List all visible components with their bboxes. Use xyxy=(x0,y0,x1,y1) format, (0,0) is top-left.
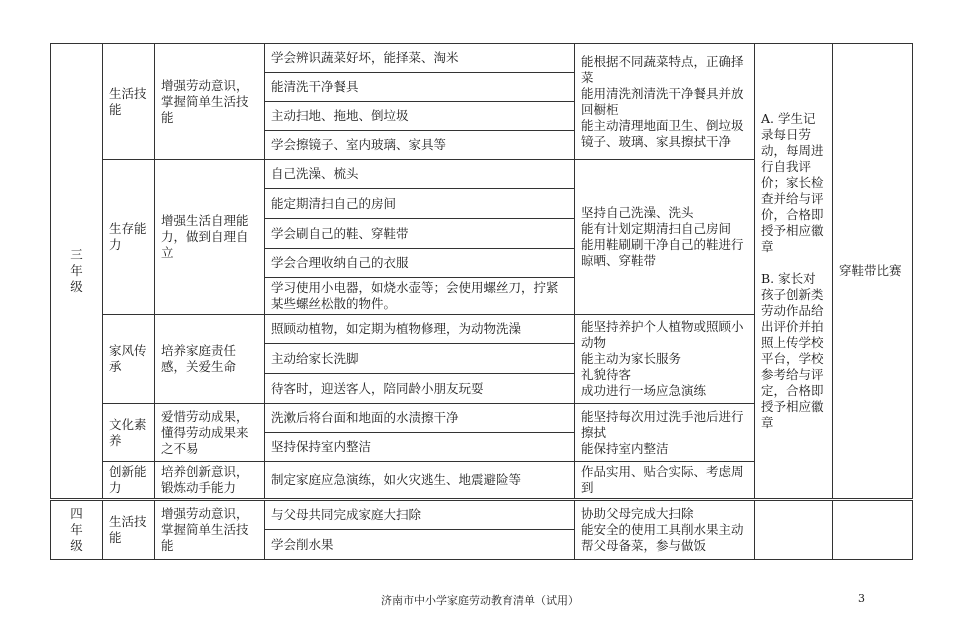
category-life-skills: 生活技能 xyxy=(103,44,155,160)
activity-cell: 穿鞋带比赛 xyxy=(833,44,913,500)
goal-life-skills-g4: 增强劳动意识，掌握简单生活技能 xyxy=(155,500,265,560)
goal-life-skills: 增强劳动意识，掌握简单生活技能 xyxy=(155,44,265,160)
activity-cell-g4 xyxy=(833,500,913,560)
standard-survival: 坚持自己洗澡、洗头 能有计划定期清扫自己房间 能用鞋刷刷干净自己的鞋进行晾晒、穿鞋带 xyxy=(575,160,755,315)
table-row xyxy=(51,500,913,530)
standard-life-skills: 能根据不同蔬菜特点，正确择菜 能用清洗剂清洗干净餐具并放回橱柜 能主动清理地面卫生、倒垃圾镜子、玻璃、家具擦拭干净 xyxy=(575,44,755,160)
category-family-tradition: 家风传承 xyxy=(103,315,155,404)
task-cell: 照顾动植物，如定期为植物修理，为动物洗澡 xyxy=(265,315,575,344)
table-row xyxy=(51,44,913,73)
page-number: 3 xyxy=(858,592,865,605)
task-cell: 待客时，迎送客人，陪同龄小朋友玩耍 xyxy=(265,374,575,404)
task-cell: 自己洗澡、梳头 xyxy=(265,160,575,189)
task-cell: 学会辨识蔬菜好坏，能择菜、淘米 xyxy=(265,44,575,73)
task-cell: 主动扫地、拖地、倒垃圾 xyxy=(265,102,575,131)
task-cell: 学习使用小电器，如烧水壶等；会使用螺丝刀，拧紧某些螺丝松散的物件。 xyxy=(265,278,575,315)
grade-3-label: 三 年 级 xyxy=(51,44,103,500)
goal-survival: 增强生活自理能力，做到自理自立 xyxy=(155,160,265,315)
category-life-skills-g4: 生活技能 xyxy=(103,500,155,560)
task-cell: 能清洗干净餐具 xyxy=(265,73,575,102)
task-cell: 学会擦镜子、室内玻璃、家具等 xyxy=(265,131,575,160)
task-cell: 学会刷自己的鞋、穿鞋带 xyxy=(265,219,575,249)
task-cell: 洗漱后将台面和地面的水渍擦干净 xyxy=(265,404,575,433)
standard-innovation: 作品实用、贴合实际、考虑周到 xyxy=(575,462,755,500)
grade-4-label: 四 年 级 xyxy=(51,500,103,560)
goal-family-tradition: 培养家庭责任感，关爱生命 xyxy=(155,315,265,404)
footer-title: 济南市中小学家庭劳动教育清单（试用） xyxy=(381,594,579,607)
task-cell: 与父母共同完成家庭大扫除 xyxy=(265,500,575,530)
standard-life-skills-g4: 协助父母完成大扫除 能安全的使用工具削水果主动帮父母备菜，参与做饭 xyxy=(575,500,755,560)
task-cell: 制定家庭应急演练，如火灾逃生、地震避险等 xyxy=(265,462,575,500)
standard-culture: 能坚持每次用过洗手池后进行擦拭 能保持室内整洁 xyxy=(575,404,755,462)
standard-family-tradition: 能坚持养护个人植物或照顾小动物 能主动为家长服务 礼貌待客 成功进行一场应急演练 xyxy=(575,315,755,404)
task-cell: 能定期清扫自己的房间 xyxy=(265,189,575,219)
task-cell: 学会削水果 xyxy=(265,530,575,560)
task-cell: 学会合理收纳自己的衣服 xyxy=(265,249,575,278)
task-cell: 坚持保持室内整洁 xyxy=(265,433,575,462)
goal-culture: 爱惜劳动成果，懂得劳动成果来之不易 xyxy=(155,404,265,462)
labor-education-table xyxy=(50,43,913,560)
category-culture: 文化素养 xyxy=(103,404,155,462)
goal-innovation: 培养创新意识，锻炼动手能力 xyxy=(155,462,265,500)
evaluation-cell-g4 xyxy=(755,500,833,560)
task-cell: 主动给家长洗脚 xyxy=(265,344,575,374)
category-survival: 生存能力 xyxy=(103,160,155,315)
category-innovation: 创新能力 xyxy=(103,462,155,500)
evaluation-method: A. 学生记录每日劳动，每周进行自我评价；家长检查并给与评价，合格即授予相应徽章 B. 家长对孩子创新类劳动作品给出评价并拍照上传学校平台，学校参考给与评定，合格即授予相应徽章 xyxy=(755,44,833,500)
